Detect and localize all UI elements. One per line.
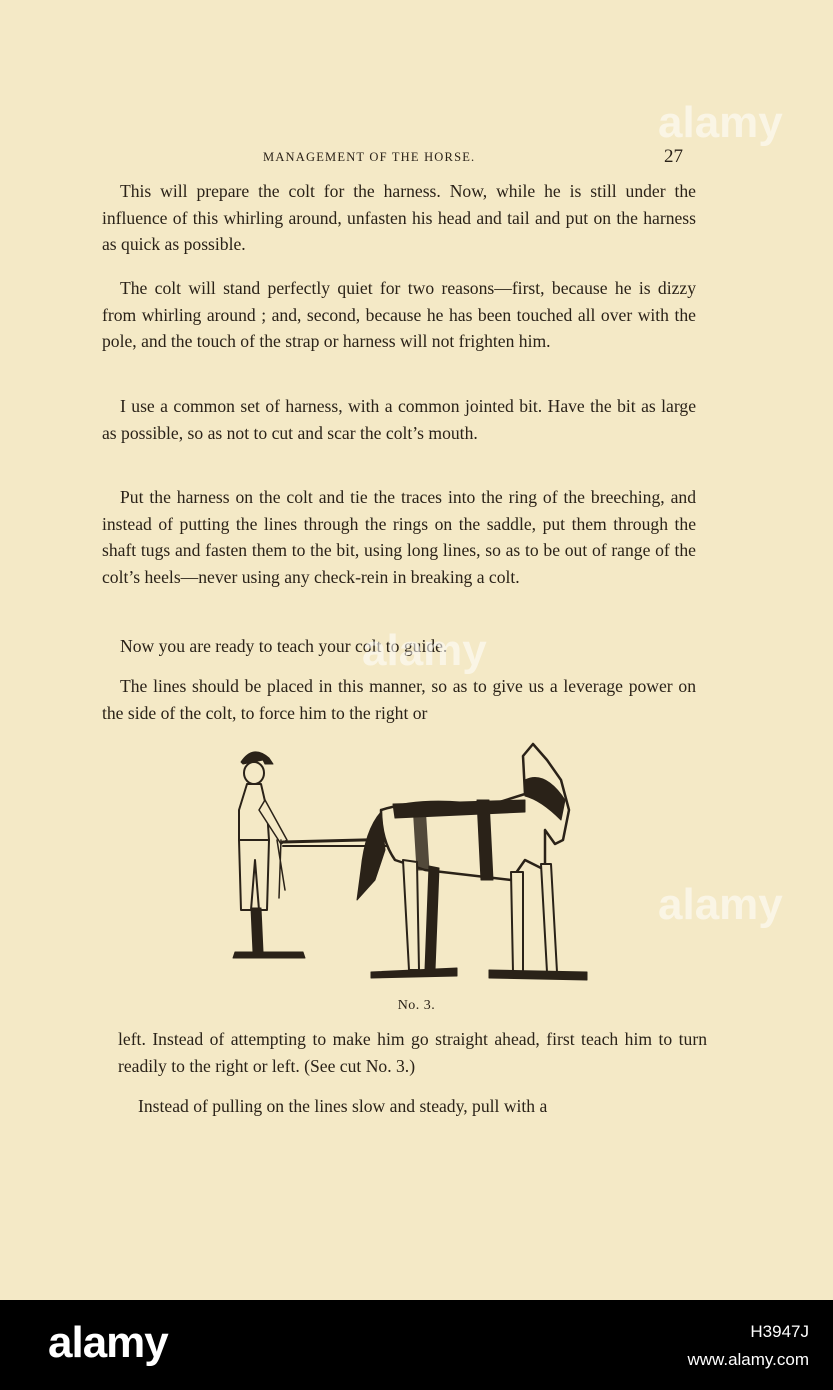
watermark-top-right: alamy — [658, 98, 783, 147]
footer-url[interactable]: www.alamy.com — [687, 1350, 809, 1369]
paragraph-5: Now you are ready to teach your colt to guide. — [120, 636, 448, 656]
running-title: MANAGEMENT OF THE HORSE. — [263, 150, 476, 164]
watermark-lower-right: alamy — [658, 880, 783, 929]
running-head — [0, 146, 833, 170]
figure-caption: No. 3. — [397, 998, 436, 1013]
paragraph-6: The lines should be placed in this manner, so as to give us a leverage power on the side of the colt, to force him to the right or — [102, 676, 696, 723]
watermark-center: alamy — [362, 626, 487, 675]
paragraph-4: Put the harness on the colt and tie the traces into the ring of the breeching, and instead of putting the lines through the rings on the saddle, put them through the shaft tugs and fasten them to the bit, using long lines, so as to be out of range of the colt’s heels—never using any check-rein in breaking a colt. — [102, 487, 696, 587]
engraving-figure — [225, 740, 595, 990]
image-id: H3947J — [750, 1322, 809, 1341]
page-number: 27 — [664, 146, 683, 167]
footer-bar — [0, 1300, 833, 1390]
continuation-paragraph: left. Instead of attempting to make him go straight ahead, first teach him to turn readily to the right or left. (See cut No. 3.) — [118, 1029, 707, 1076]
paragraph-3: I use a common set of harness, with a common jointed bit. Have the bit as large as possible, so as not to cut and scar the colt’s mouth. — [102, 396, 696, 443]
paragraph-2: The colt will stand perfectly quiet for two reasons—first, because he is dizzy from whirling around ; and, second, because he has been touched all over with the pole, and the touch of the strap or harness will not frighten him. — [102, 278, 696, 351]
final-paragraph: Instead of pulling on the lines slow and steady, pull with a — [138, 1096, 548, 1116]
man-driving-horse-illustration — [225, 740, 595, 990]
footer-logo: alamy — [48, 1318, 168, 1367]
paragraph-1: This will prepare the colt for the harness. Now, while he is still under the influence of this whirling around, unfasten his head and tail and put on the harness as quick as possible. — [102, 181, 696, 254]
